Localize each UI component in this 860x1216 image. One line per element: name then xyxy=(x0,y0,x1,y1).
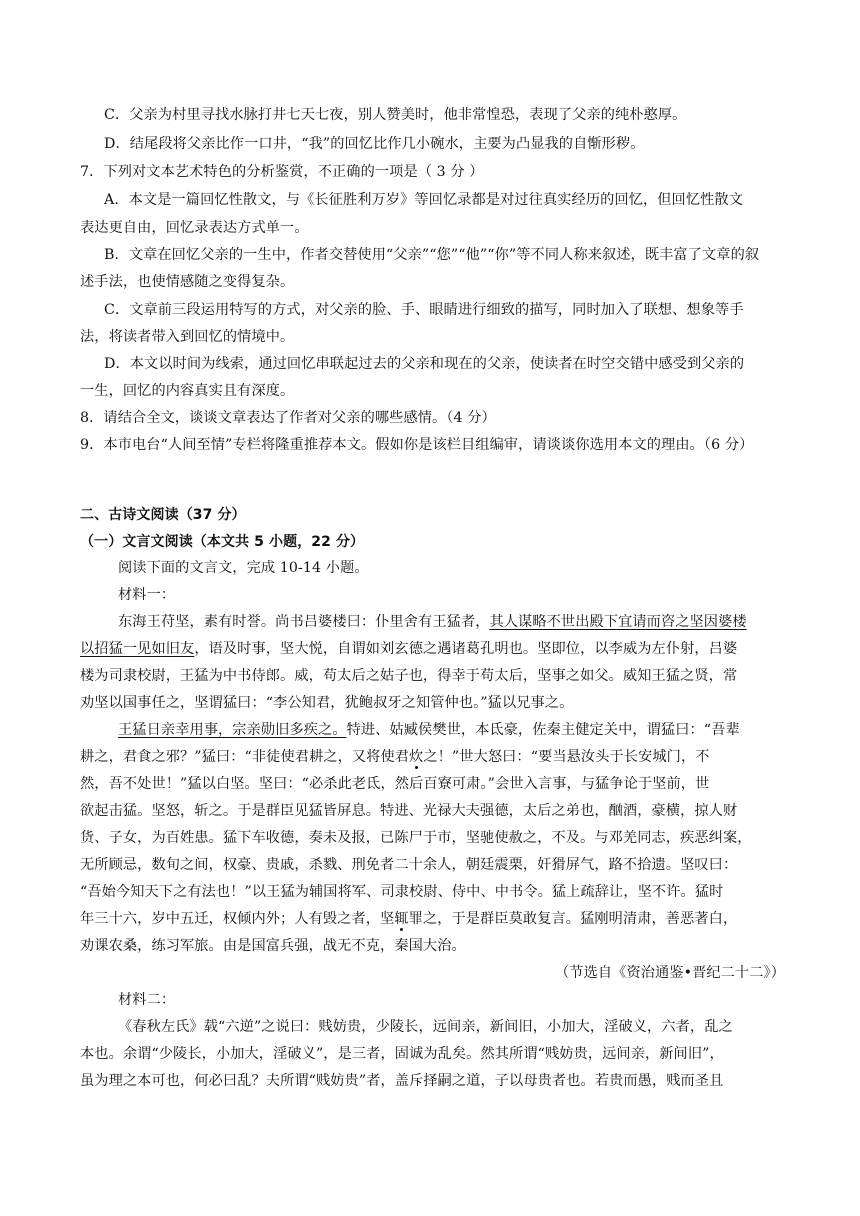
material-two-label: 材料二： xyxy=(118,992,176,1008)
dotted-character: 辄 xyxy=(394,911,409,927)
material-two-line2: 本也。余谓“少陵长，小加大，淫破义”，是三者，固诚为乱矣。然其所谓“贱妨贵，远间亲，新间旧”， xyxy=(80,1046,724,1062)
q7-option-a-line2: 表达更自由，回忆录表达方式单一。 xyxy=(80,220,309,236)
dotted-character: 炊 xyxy=(409,749,424,765)
material-one-p2-line7: “吾始今知天下之有法也！”以王猛为辅国将军、司隶校尉、侍中、中书令。猛上疏辞让，坚不许。猛时 xyxy=(80,884,724,900)
underlined-sentence: 以招猛一见如旧友 xyxy=(80,641,195,657)
q7-option-a-line1: A．本文是一篇回忆性散文，与《长征胜利万岁》等回忆录都是对过往真实经历的回忆，但回忆性散文 xyxy=(104,192,743,208)
q7-option-d-line2: 一生，回忆的内容真实且有深度。 xyxy=(80,383,295,399)
text-plain: 罪之，于是群臣莫敢复言。猛刚明清肃，善恶著白， xyxy=(408,911,738,927)
subsection-title: （一）文言文阅读（本文共 5 小题，22 分） xyxy=(80,534,365,550)
material-one-label: 材料一： xyxy=(118,587,176,603)
material-one-p1-line1 xyxy=(118,610,784,634)
material-two-line3: 虽为理之本可也，何必曰乱？夫所谓“贱妨贵”者，盖斥择嗣之道，子以母贵者也。若贵而愚，贱而圣且 xyxy=(80,1073,724,1089)
underlined-sentence: 其人谋略不世出殿下宜请而咨之坚因婆楼 xyxy=(489,614,747,630)
q8-stem: 8．请结合全文，谈谈文章表达了作者对父亲的哪些感情。（4 分） xyxy=(80,410,496,426)
material-one-p2-line8 xyxy=(80,907,785,931)
section-title: 二、古诗文阅读（37 分） xyxy=(80,507,246,523)
material-one-p2-line2 xyxy=(80,745,785,769)
material-one-p1-line2 xyxy=(80,637,785,661)
q6-option-d: D．结尾段将父亲比作一口井，“我”的回忆比作几小碗水，主要为凸显我的自惭形秽。 xyxy=(104,136,645,152)
text-plain: 之！”世大怒曰：“要当悬汝头于长安城门，不 xyxy=(423,749,710,765)
q9-stem: 9．本市电台“人间至情”专栏将隆重推荐本文。假如你是该栏目组编审，请谈谈你选用本文的理由。（6 分） xyxy=(80,437,754,453)
material-two-line1: 《春秋左氏》载“六逆”之说曰：贱妨贵，少陵长，远间亲，新间旧，小加大，淫破义，六者，乱之 xyxy=(118,1019,733,1035)
material-one-p1-line4: 劝坚以国事任之，坚谓猛曰：“李公知君，犹鲍叔牙之知管仲也。”猛以兄事之。 xyxy=(80,695,574,711)
q7-stem: 7．下列对文本艺术特色的分析鉴赏，不正确的一项是（ 3 分 ） xyxy=(80,164,484,180)
q7-option-c-line1: C．文章前三段运用特写的方式，对父亲的脸、手、眼睛进行细致的描写，同时加入了联想、想象等手 xyxy=(104,302,744,318)
q6-option-c: C．父亲为村里寻找水脉打井七天七夜，别人赞美时，他非常惶恐，表现了父亲的纯朴憨厚。 xyxy=(104,107,687,123)
material-one-p2-line1 xyxy=(118,718,784,742)
material-one-p2-line9: 劝课农桑，练习军旅。由是国富兵强，战无不克，秦国大治。 xyxy=(80,938,466,954)
reading-instruction: 阅读下面的文言文，完成 10-14 小题。 xyxy=(118,560,369,576)
text-plain: 年三十六，岁中五迁，权倾内外；人有毁之者，坚 xyxy=(80,911,395,927)
q7-option-d-line1: D．本文以时间为线索，通过回忆串联起过去的父亲和现在的父亲，使读者在时空交错中感受到父亲的 xyxy=(104,356,745,372)
material-one-p2-line4: 欲起击猛。坚怒，斩之。于是群臣见猛皆屏息。特进、光禄大夫强德，太后之弟也，酗酒，豪横，掠人财 xyxy=(80,803,738,819)
q7-option-b-line1: B．文章在回忆父亲的一生中，作者交替使用“父亲”“您”“他”“你”等不同人称来叙述，既丰富了文章的叙 xyxy=(104,247,760,263)
text-plain: 耕之，君食之邪？”猛曰：“非徒使君耕之，又将使君 xyxy=(80,749,410,765)
material-one-p2-line5: 货、子女，为百姓患。猛下车收德，奏未及报，已陈尸于市，坚驰使赦之，不及。与邓羌同志，疾恶纠案， xyxy=(80,830,752,846)
q7-option-b-line2: 述手法，也使情感随之变得复杂。 xyxy=(80,274,295,290)
material-one-p2-line3: 然，吾不处世！”猛以白坚。坚曰：“必杀此老氐，然后百寮可肃。”会世入言事，与猛争论于坚前，世 xyxy=(80,776,710,792)
text-plain: 特进、姑臧侯樊世，本氐豪，佐秦主健定关中，谓猛曰：“吾辈 xyxy=(346,722,740,738)
underlined-sentence: 王猛日亲幸用事，宗亲勋旧多疾之。 xyxy=(118,722,347,738)
source-citation: （节选自《资治通鉴•晋纪二十二》） xyxy=(555,965,785,981)
material-one-p1-line3: 楼为司隶校尉，王猛为中书侍郎。威，苟太后之姑子也，得幸于苟太后，坚事之如父。威知王猛之贤，常 xyxy=(80,668,738,684)
q7-option-c-line2: 法，将读者带入到回忆的情境中。 xyxy=(80,329,295,345)
text-plain: 东海王苻坚，素有时誉。尚书吕婆楼曰：仆里舍有王猛者， xyxy=(118,614,490,630)
text-plain: ，语及时事，坚大悦，自谓如刘玄德之遇诸葛孔明也。坚即位，以李威为左仆射，吕婆 xyxy=(194,641,738,657)
material-one-p2-line6: 无所顾忌，数旬之间，权豪、贵戚，杀戮、刑免者二十余人，朝廷震栗，奸猾屏气，路不拾遗。坚叹曰： xyxy=(80,857,738,873)
